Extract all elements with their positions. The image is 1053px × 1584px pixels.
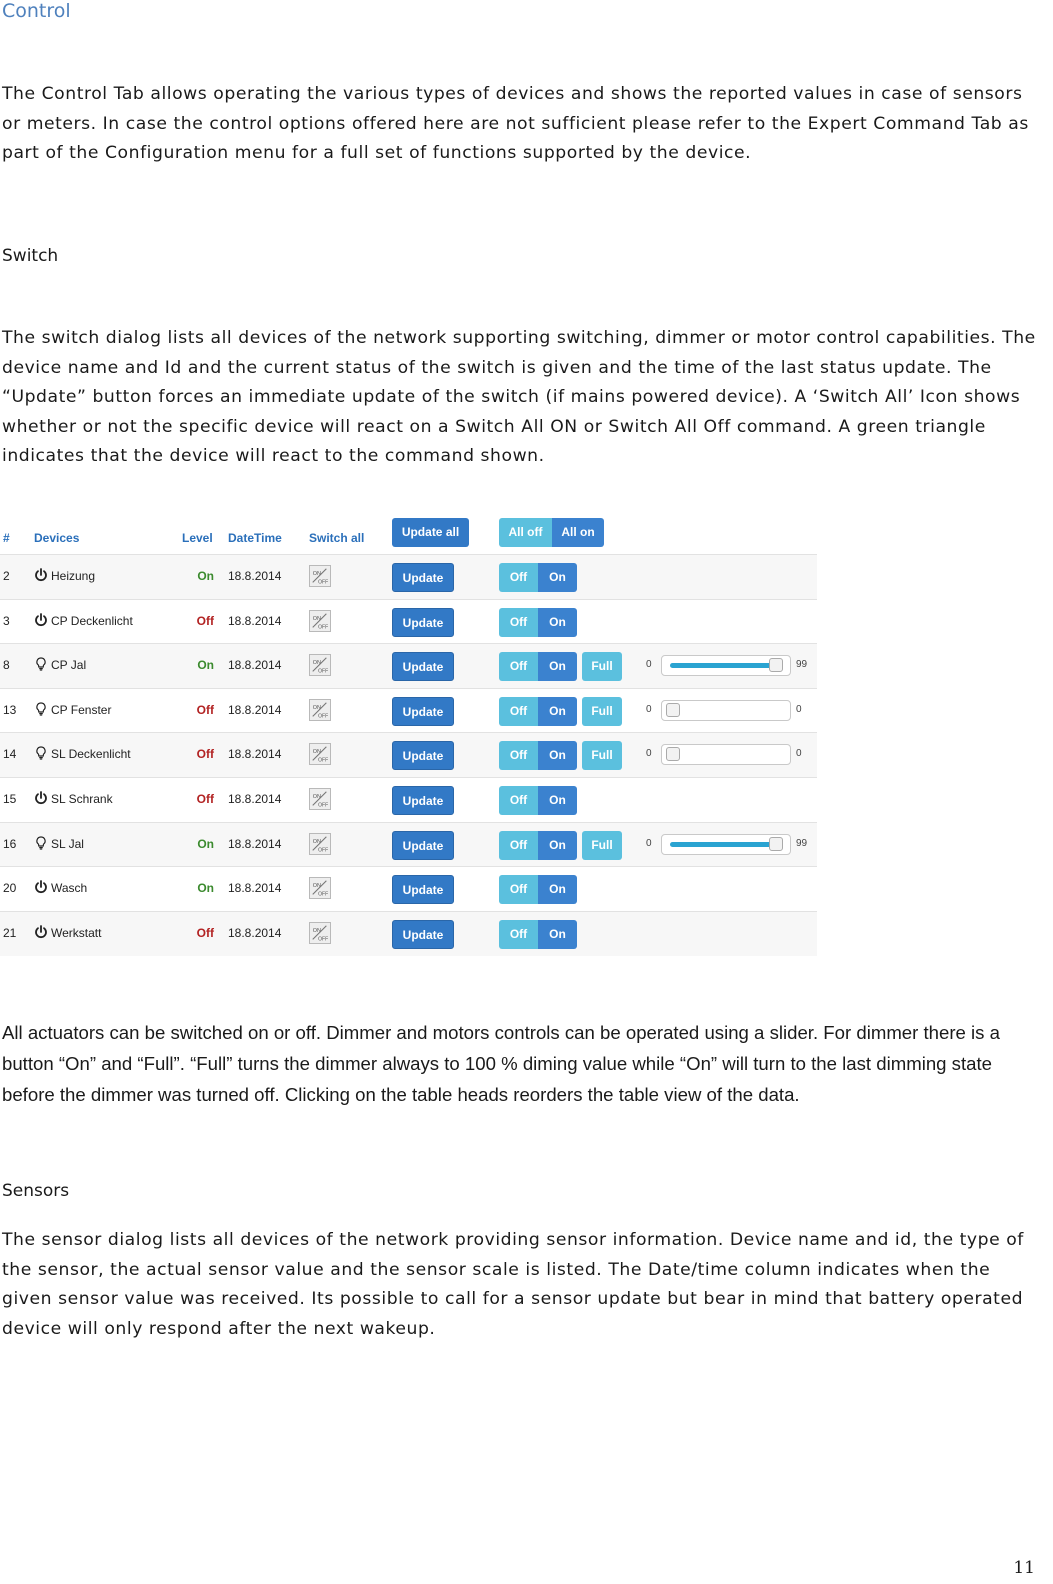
bulb-icon: [34, 702, 48, 716]
device-id: 20: [3, 881, 17, 896]
on-button[interactable]: On: [538, 697, 577, 726]
update-button[interactable]: Update: [392, 831, 454, 860]
power-icon: [34, 791, 48, 805]
slider-handle[interactable]: [769, 837, 783, 851]
device-id: 13: [3, 702, 17, 717]
section-heading-control: Control: [2, 0, 71, 22]
bulb-icon: [34, 657, 48, 671]
table-row: [0, 688, 817, 733]
device-level: Off: [196, 792, 214, 806]
slider-min-label: 0: [646, 748, 652, 760]
full-button[interactable]: Full: [582, 697, 622, 726]
table-row: [0, 866, 817, 911]
device-name: CP Fenster: [51, 702, 112, 717]
device-level: On: [197, 658, 214, 673]
off-button[interactable]: Off: [499, 875, 538, 904]
update-button[interactable]: Update: [392, 920, 454, 949]
off-button[interactable]: Off: [499, 786, 538, 815]
device-name: CP Jal: [51, 658, 87, 673]
dimmer-slider[interactable]: [661, 834, 791, 855]
slider-min-label: 0: [646, 837, 652, 849]
on-button[interactable]: On: [538, 920, 577, 949]
svg-text:OFF: OFF: [318, 936, 329, 943]
table-row: [0, 599, 817, 644]
table-header: [0, 512, 817, 556]
svg-text:OFF: OFF: [318, 668, 329, 675]
off-button[interactable]: Off: [499, 697, 538, 726]
off-button[interactable]: Off: [499, 608, 538, 637]
switch-all-icon: [309, 833, 331, 855]
device-name: SL Schrank: [51, 792, 113, 806]
device-datetime: 18.8.2014: [228, 569, 282, 583]
off-button[interactable]: Off: [499, 831, 538, 860]
on-button[interactable]: On: [538, 652, 577, 681]
bulb-icon: [34, 746, 48, 760]
all-on-button[interactable]: All on: [552, 518, 604, 547]
device-name: Heizung: [51, 569, 96, 583]
dimmer-slider[interactable]: [661, 700, 791, 721]
bulb-icon: [34, 836, 48, 850]
page-number: 11: [1013, 1558, 1035, 1578]
update-button[interactable]: Update: [392, 608, 454, 637]
slider-handle[interactable]: [666, 747, 680, 761]
update-button[interactable]: Update: [392, 652, 454, 681]
table-row: [0, 777, 817, 822]
device-id: 2: [3, 569, 10, 583]
on-button[interactable]: On: [538, 608, 577, 637]
device-datetime: 18.8.2014: [228, 702, 282, 717]
update-button[interactable]: Update: [392, 697, 454, 726]
slider-fill: [670, 842, 772, 847]
device-level: On: [197, 569, 214, 583]
svg-text:ON: ON: [312, 571, 321, 578]
svg-text:OFF: OFF: [318, 757, 329, 764]
slider-value-label: 99: [796, 837, 808, 849]
off-button[interactable]: Off: [499, 652, 538, 681]
table-row: [0, 732, 817, 777]
power-icon: [34, 613, 48, 627]
svg-text:ON: ON: [312, 615, 321, 622]
svg-text:OFF: OFF: [318, 579, 329, 586]
device-level: Off: [196, 702, 214, 717]
dimmer-slider[interactable]: [661, 655, 791, 676]
slider-min-label: 0: [646, 659, 652, 671]
header-switch-all[interactable]: Switch all: [309, 531, 365, 545]
slider-value-label: 99: [796, 659, 808, 671]
device-name: SL Jal: [51, 836, 84, 851]
slider-fill: [670, 663, 772, 668]
switch-all-icon: [309, 699, 331, 721]
on-button[interactable]: On: [538, 741, 577, 770]
device-level: Off: [196, 613, 214, 628]
off-button[interactable]: Off: [499, 563, 538, 592]
svg-text:ON: ON: [312, 660, 321, 667]
device-id: 15: [3, 792, 17, 806]
table-row: [0, 911, 817, 956]
device-name: Werkstatt: [51, 925, 102, 940]
power-icon: [34, 925, 48, 939]
table-row: [0, 554, 817, 599]
device-level: On: [197, 881, 214, 896]
power-icon: [34, 880, 48, 894]
dimmer-slider[interactable]: [661, 744, 791, 765]
off-button[interactable]: Off: [499, 741, 538, 770]
full-button[interactable]: Full: [582, 652, 622, 681]
device-level: Off: [196, 925, 214, 940]
update-all-button[interactable]: Update all: [392, 518, 469, 547]
slider-value-label: 0: [796, 748, 802, 760]
svg-text:OFF: OFF: [318, 846, 329, 853]
svg-text:ON: ON: [312, 838, 321, 845]
switch-all-icon: [309, 788, 331, 810]
device-id: 8: [3, 658, 10, 673]
on-button[interactable]: On: [538, 563, 577, 592]
slider-handle[interactable]: [666, 703, 680, 717]
svg-text:ON: ON: [312, 794, 321, 801]
device-datetime: 18.8.2014: [228, 925, 282, 940]
on-button[interactable]: On: [538, 831, 577, 860]
svg-text:OFF: OFF: [318, 802, 329, 809]
device-datetime: 18.8.2014: [228, 658, 282, 673]
switch-all-icon: [309, 565, 331, 587]
device-id: 14: [3, 747, 17, 762]
svg-text:ON: ON: [312, 749, 321, 756]
svg-text:ON: ON: [312, 883, 321, 890]
svg-text:ON: ON: [312, 927, 321, 934]
device-level: On: [197, 836, 214, 851]
device-id: 16: [3, 836, 17, 851]
switch-all-icon: [309, 877, 331, 899]
device-datetime: 18.8.2014: [228, 836, 282, 851]
switch-all-icon: [309, 610, 331, 632]
switch-all-icon: [309, 743, 331, 765]
off-button[interactable]: Off: [499, 920, 538, 949]
table-row: [0, 643, 817, 688]
device-datetime: 18.8.2014: [228, 881, 282, 896]
header-level[interactable]: Level: [182, 531, 213, 545]
update-button[interactable]: Update: [392, 741, 454, 770]
header-devices[interactable]: Devices: [34, 531, 80, 545]
device-name: SL Deckenlicht: [51, 747, 131, 762]
device-name: CP Deckenlicht: [51, 613, 133, 628]
switch-all-icon: [309, 654, 331, 676]
switch-heading: Switch: [2, 246, 59, 266]
power-icon: [34, 568, 48, 582]
svg-text:OFF: OFF: [318, 891, 329, 898]
sensors-paragraph: The sensor dialog lists all devices of the network providing sensor information. Device name and id, the type of the sensor, the actual sensor value and the sensor scale is listed. The Date/time column indicates when the given sensor value was received. Its possible to call for a sensor update but bear in mind that battery operated device will only respond after the next wakeup.: [2, 1230, 1024, 1339]
switch-table-screenshot: [0, 512, 817, 960]
device-id: 21: [3, 925, 17, 940]
actuators-paragraph: All actuators can be switched on or off. Dimmer and motors controls can be operated using a slider. For dimmer there is a button “On” and “Full”. “Full” turns the dimmer always to 100 % diming value while “On” will turn to the last dimming state before the dimmer was turned off. Clicking on the table heads reorders the table view of the data.: [2, 1022, 1000, 1105]
header-id[interactable]: #: [3, 531, 10, 545]
sensors-heading: Sensors: [2, 1181, 70, 1201]
svg-text:OFF: OFF: [318, 713, 329, 720]
full-button[interactable]: Full: [582, 831, 622, 860]
table-row: [0, 822, 817, 867]
full-button[interactable]: Full: [582, 741, 622, 770]
update-button[interactable]: Update: [392, 563, 454, 592]
all-off-button[interactable]: All off: [499, 518, 552, 547]
update-button[interactable]: Update: [392, 786, 454, 815]
slider-handle[interactable]: [769, 658, 783, 672]
device-level: Off: [196, 747, 214, 762]
switch-paragraph: The switch dialog lists all devices of the network supporting switching, dimmer or motor control capabilities. The device name and Id and the current status of the switch is given and the time of the last status update. The “Update” button forces an immediate update of the switch (if mains powered device). A ‘Switch All’ Icon shows whether or not the specific device will react on a Switch All ON or Switch All Off command. A green triangle indicates that the device will react to the command shown.: [2, 328, 1036, 466]
slider-min-label: 0: [646, 703, 652, 715]
header-datetime[interactable]: DateTime: [228, 531, 282, 545]
device-id: 3: [3, 613, 10, 628]
intro-paragraph: The Control Tab allows operating the various types of devices and shows the reported values in case of sensors or meters. In case the control options offered here are not sufficient please refer to the Expert Command Tab as part of the Configuration menu for a full set of functions supported by the device.: [2, 84, 1029, 163]
switch-all-icon: [309, 922, 331, 944]
svg-text:OFF: OFF: [318, 623, 329, 630]
slider-value-label: 0: [796, 703, 802, 715]
device-datetime: 18.8.2014: [228, 613, 282, 628]
device-datetime: 18.8.2014: [228, 747, 282, 762]
update-button[interactable]: Update: [392, 875, 454, 904]
on-button[interactable]: On: [538, 875, 577, 904]
svg-text:ON: ON: [312, 704, 321, 711]
device-name: Wasch: [51, 881, 88, 896]
device-datetime: 18.8.2014: [228, 792, 282, 806]
on-button[interactable]: On: [538, 786, 577, 815]
